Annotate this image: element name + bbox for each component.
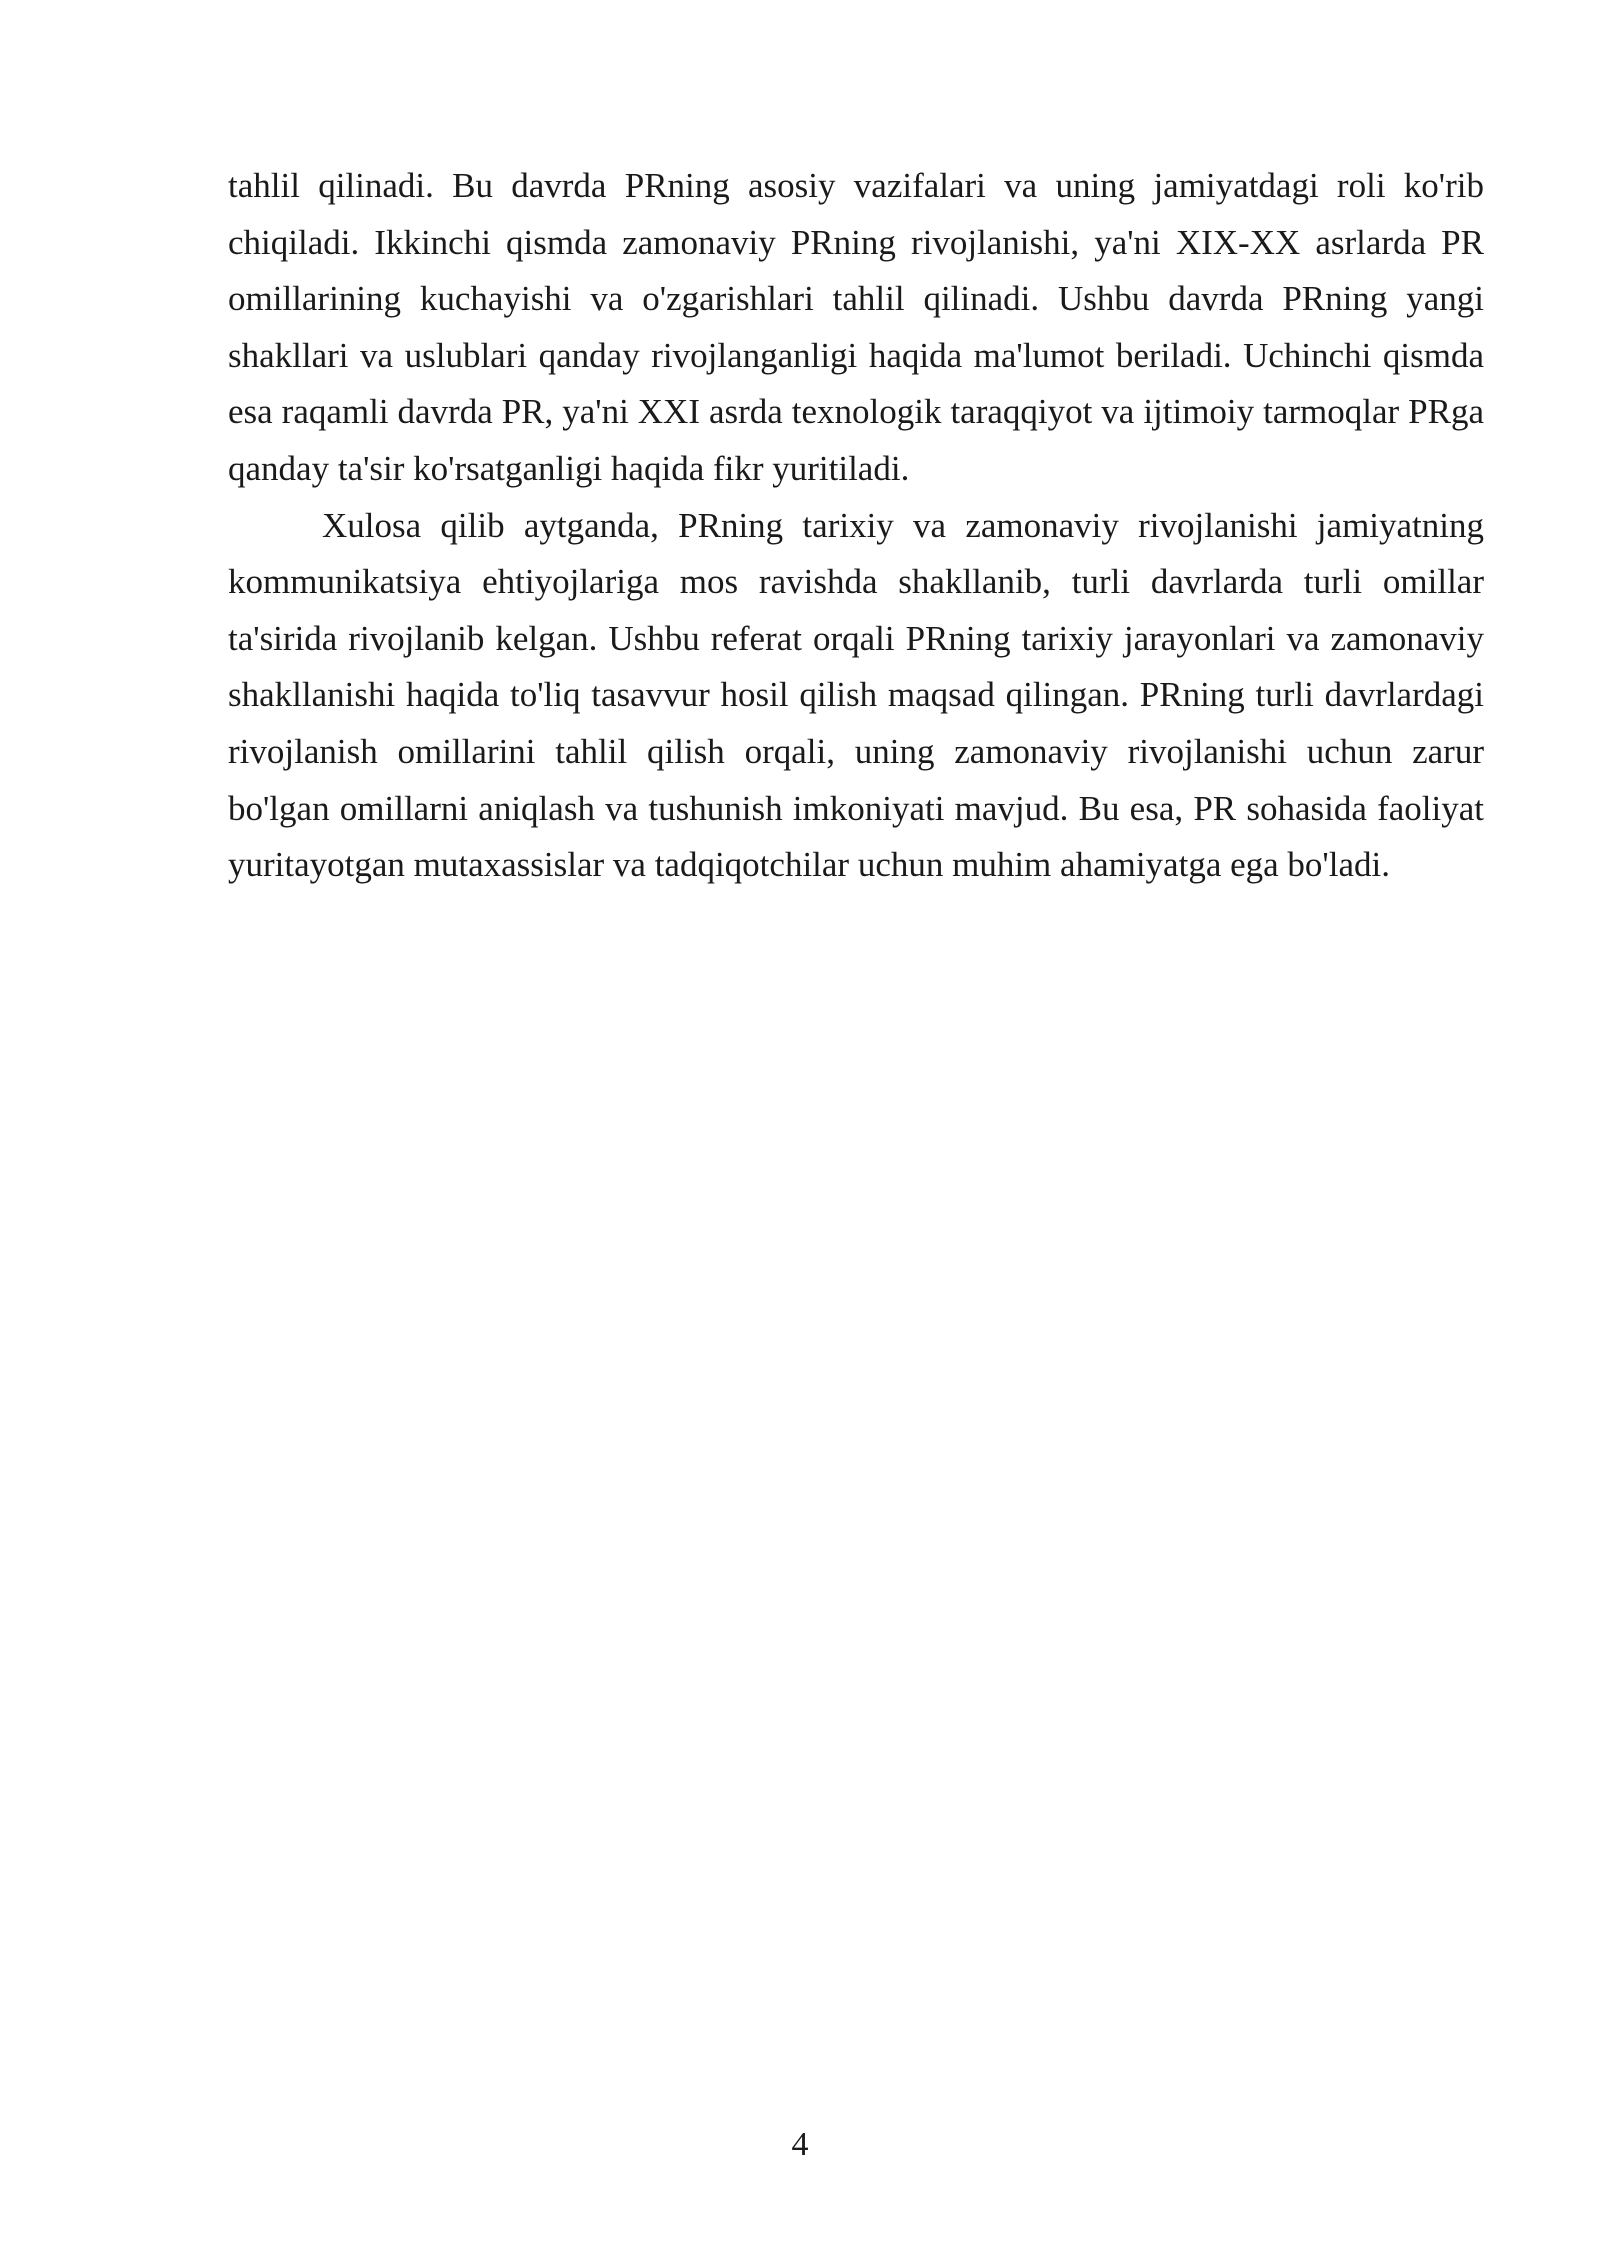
page-number: 4 <box>791 2126 809 2163</box>
body-text <box>228 158 1484 894</box>
paragraph-conclusion: Xulosa qilib aytganda, PRning tarixiy va zamonaviy rivojlanishi jamiyatning kommunikatsiya ehtiyojlariga mos ravishda shakllanib, turli davrlarda turli omillar ta'sirida rivojlanib kelgan. Ushbu referat orqali PRning tarixiy jarayonlari va zamonaviy shakllanishi haqida to'liq tasavvur hosil qilish maqsad qilingan. PRning turli davrlardagi rivojlanish omillarini tahlil qilish orqali, uning zamonaviy rivojlanishi uchun zarur bo'lgan omillarni aniqlash va tushunish imkoniyati mavjud. Bu esa, PR sohasida faoliyat yuritayotgan mutaxassislar va tadqiqotchilar uchun muhim ahamiyatga ega bo'ladi. <box>228 505 1484 885</box>
paragraph-continuation: tahlil qilinadi. Bu davrda PRning asosiy vazifalari va uning jamiyatdagi roli ko'rib chiqiladi. Ikkinchi qismda zamonaviy PRning rivojlanishi, ya'ni XIX-XX asrlarda PR omillarining kuchayishi va o'zgarishlari tahlil qilinadi. Ushbu davrda PRning yangi shakllari va uslublari qanday rivojlanganligi haqida ma'lumot beriladi. Uchinchi qismda esa raqamli davrda PR, ya'ni XXI asrda texnologik taraqqiyot va ijtimoiy tarmoqlar PRga qanday ta'sir ko'rsatganligi haqida fikr yuritiladi. <box>228 166 1484 488</box>
